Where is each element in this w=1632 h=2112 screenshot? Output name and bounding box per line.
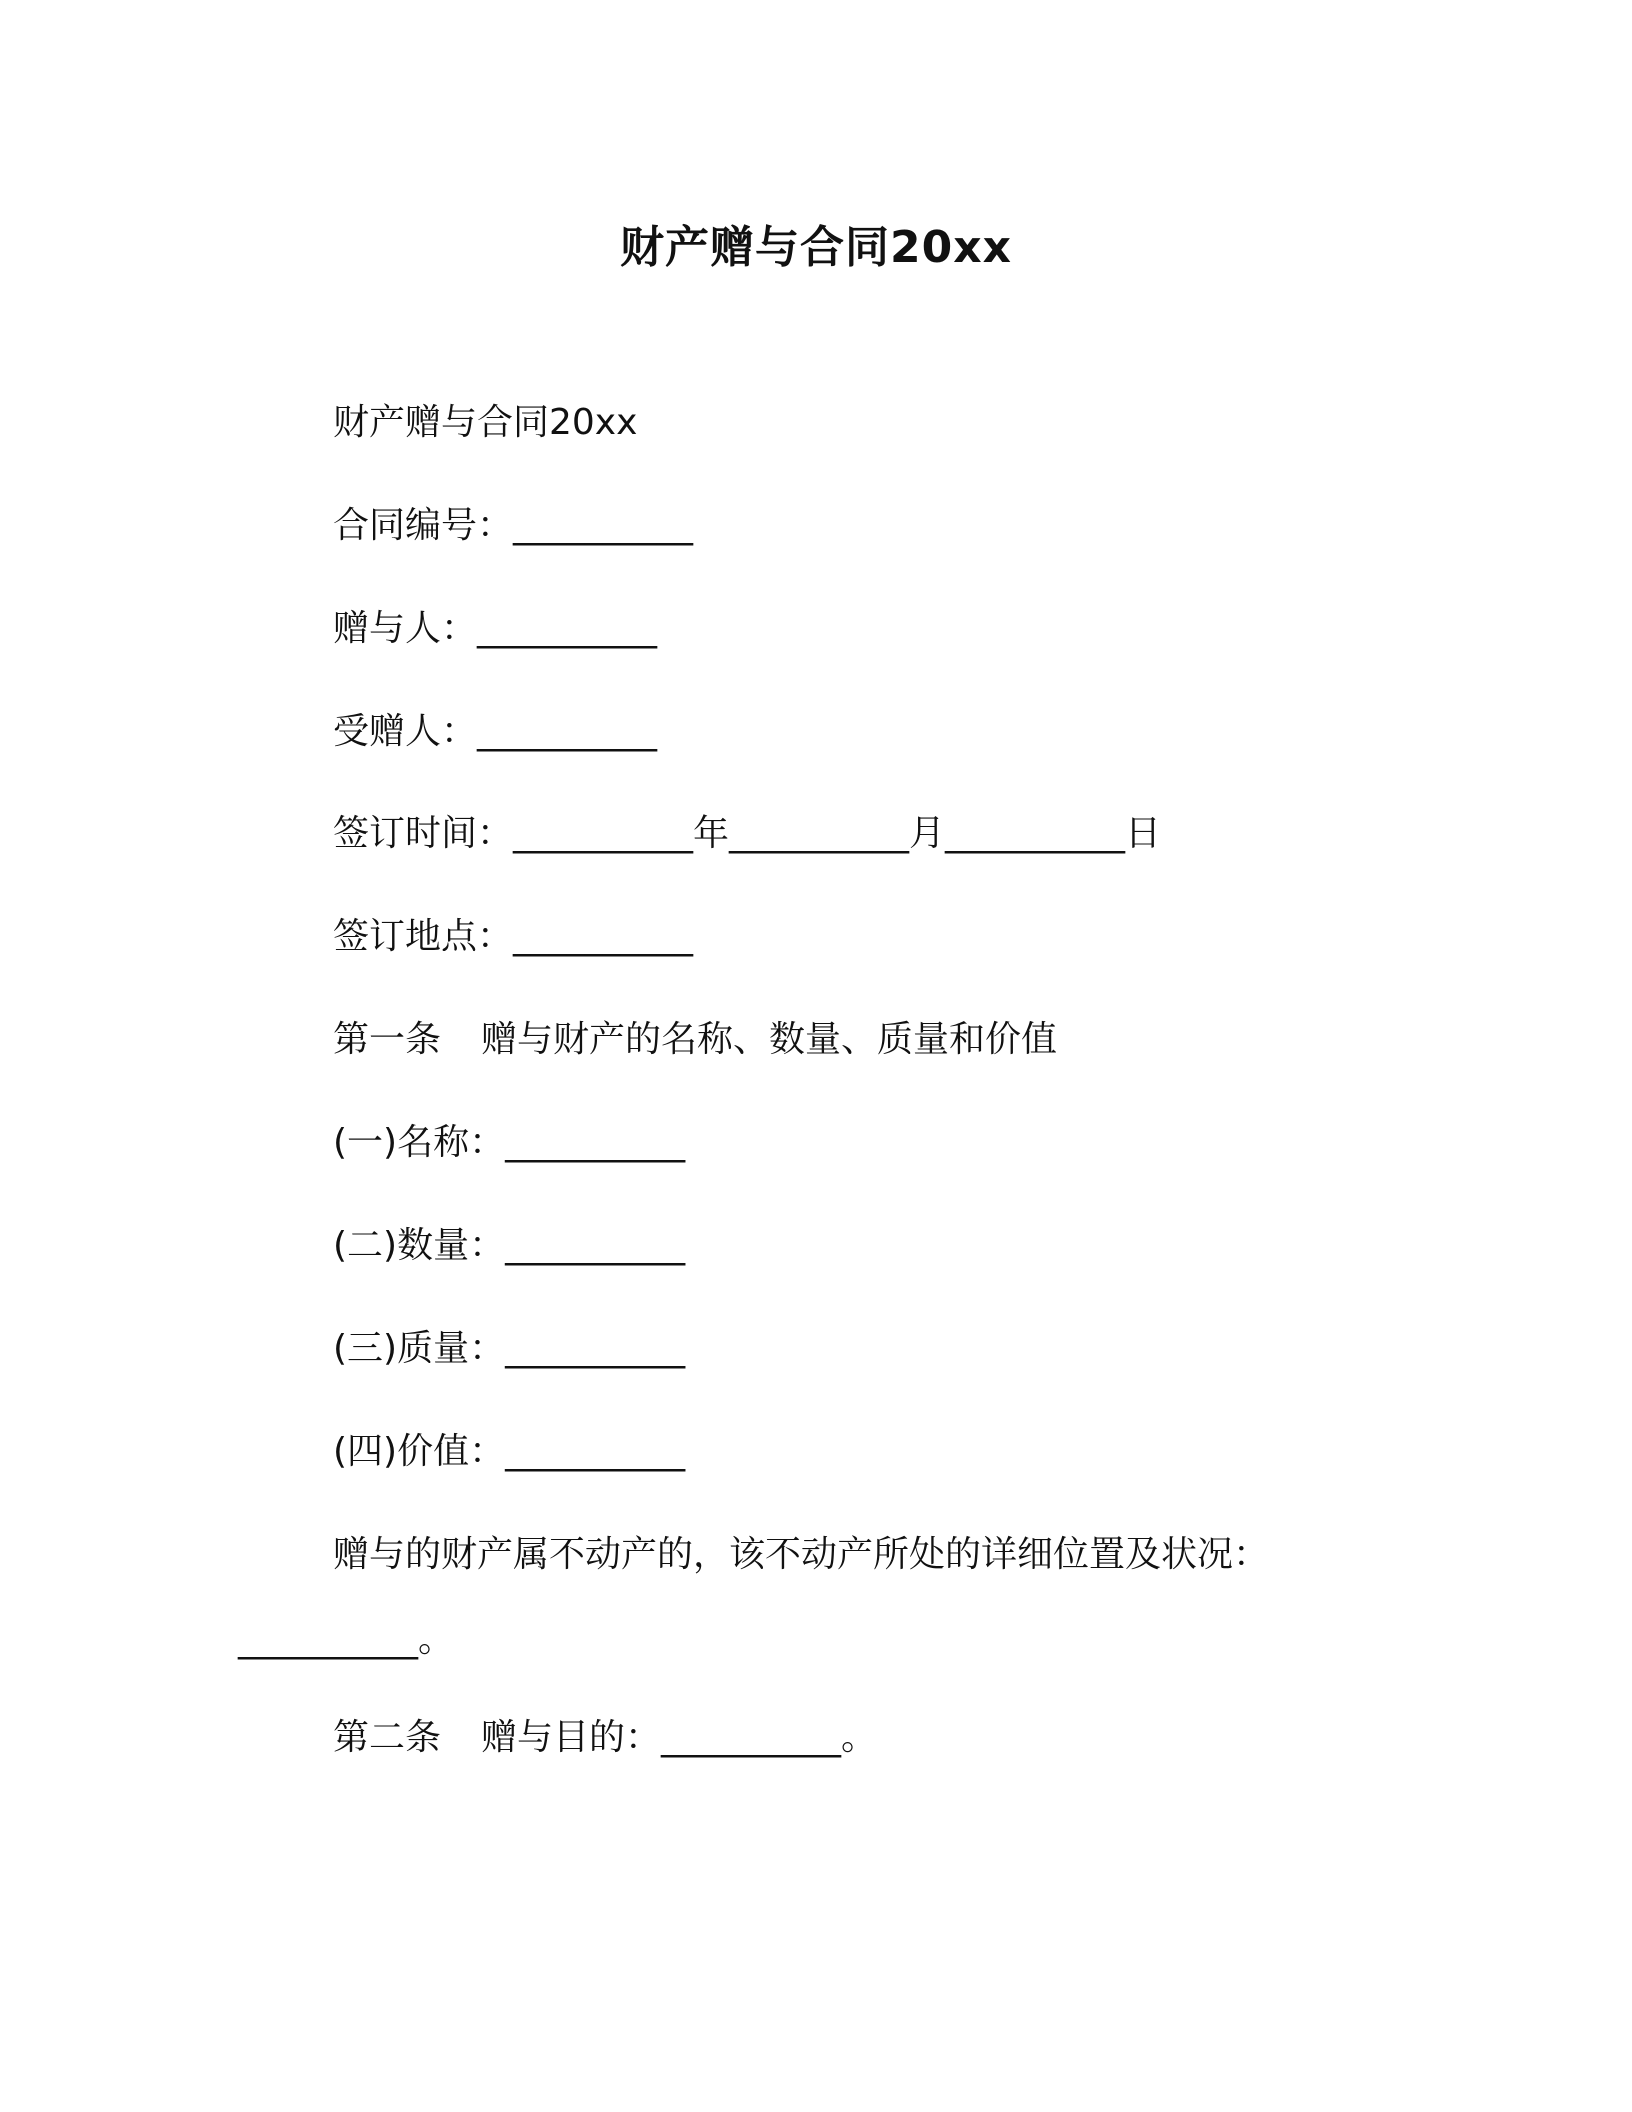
article-one-label: 第一条 (333, 1019, 442, 1060)
property-value-line: (四)价值：__________ (333, 1431, 686, 1472)
subtitle-line: 财产赠与合同20xx (333, 402, 638, 443)
contract-number-line: 合同编号：__________ (333, 505, 694, 546)
article-two-heading (333, 1713, 877, 1763)
property-quantity-line: (二)数量：__________ (333, 1225, 686, 1266)
real-estate-clause-line: 赠与的财产属不动产的，该不动产所处的详细位置及状况： (333, 1534, 1270, 1575)
donor-line: 赠与人：__________ (333, 608, 658, 649)
article-one-heading (333, 1015, 1057, 1065)
donee-line: 受赠人：__________ (333, 711, 658, 752)
document-title: 财产赠与合同20xx (620, 222, 1012, 273)
real-estate-blank-line: __________。 (238, 1619, 455, 1660)
property-quality-line: (三)质量：__________ (333, 1328, 686, 1369)
property-name-line: (一)名称：__________ (333, 1122, 686, 1163)
article-two-purpose: 赠与目的：__________。 (481, 1717, 878, 1758)
signing-place-line: 签订地点：__________ (333, 916, 694, 957)
signing-date-line: 签订时间：__________年__________月__________日 (333, 813, 1162, 854)
article-one-title: 赠与财产的名称、数量、质量和价值 (481, 1019, 1058, 1060)
article-two-label: 第二条 (333, 1717, 442, 1758)
